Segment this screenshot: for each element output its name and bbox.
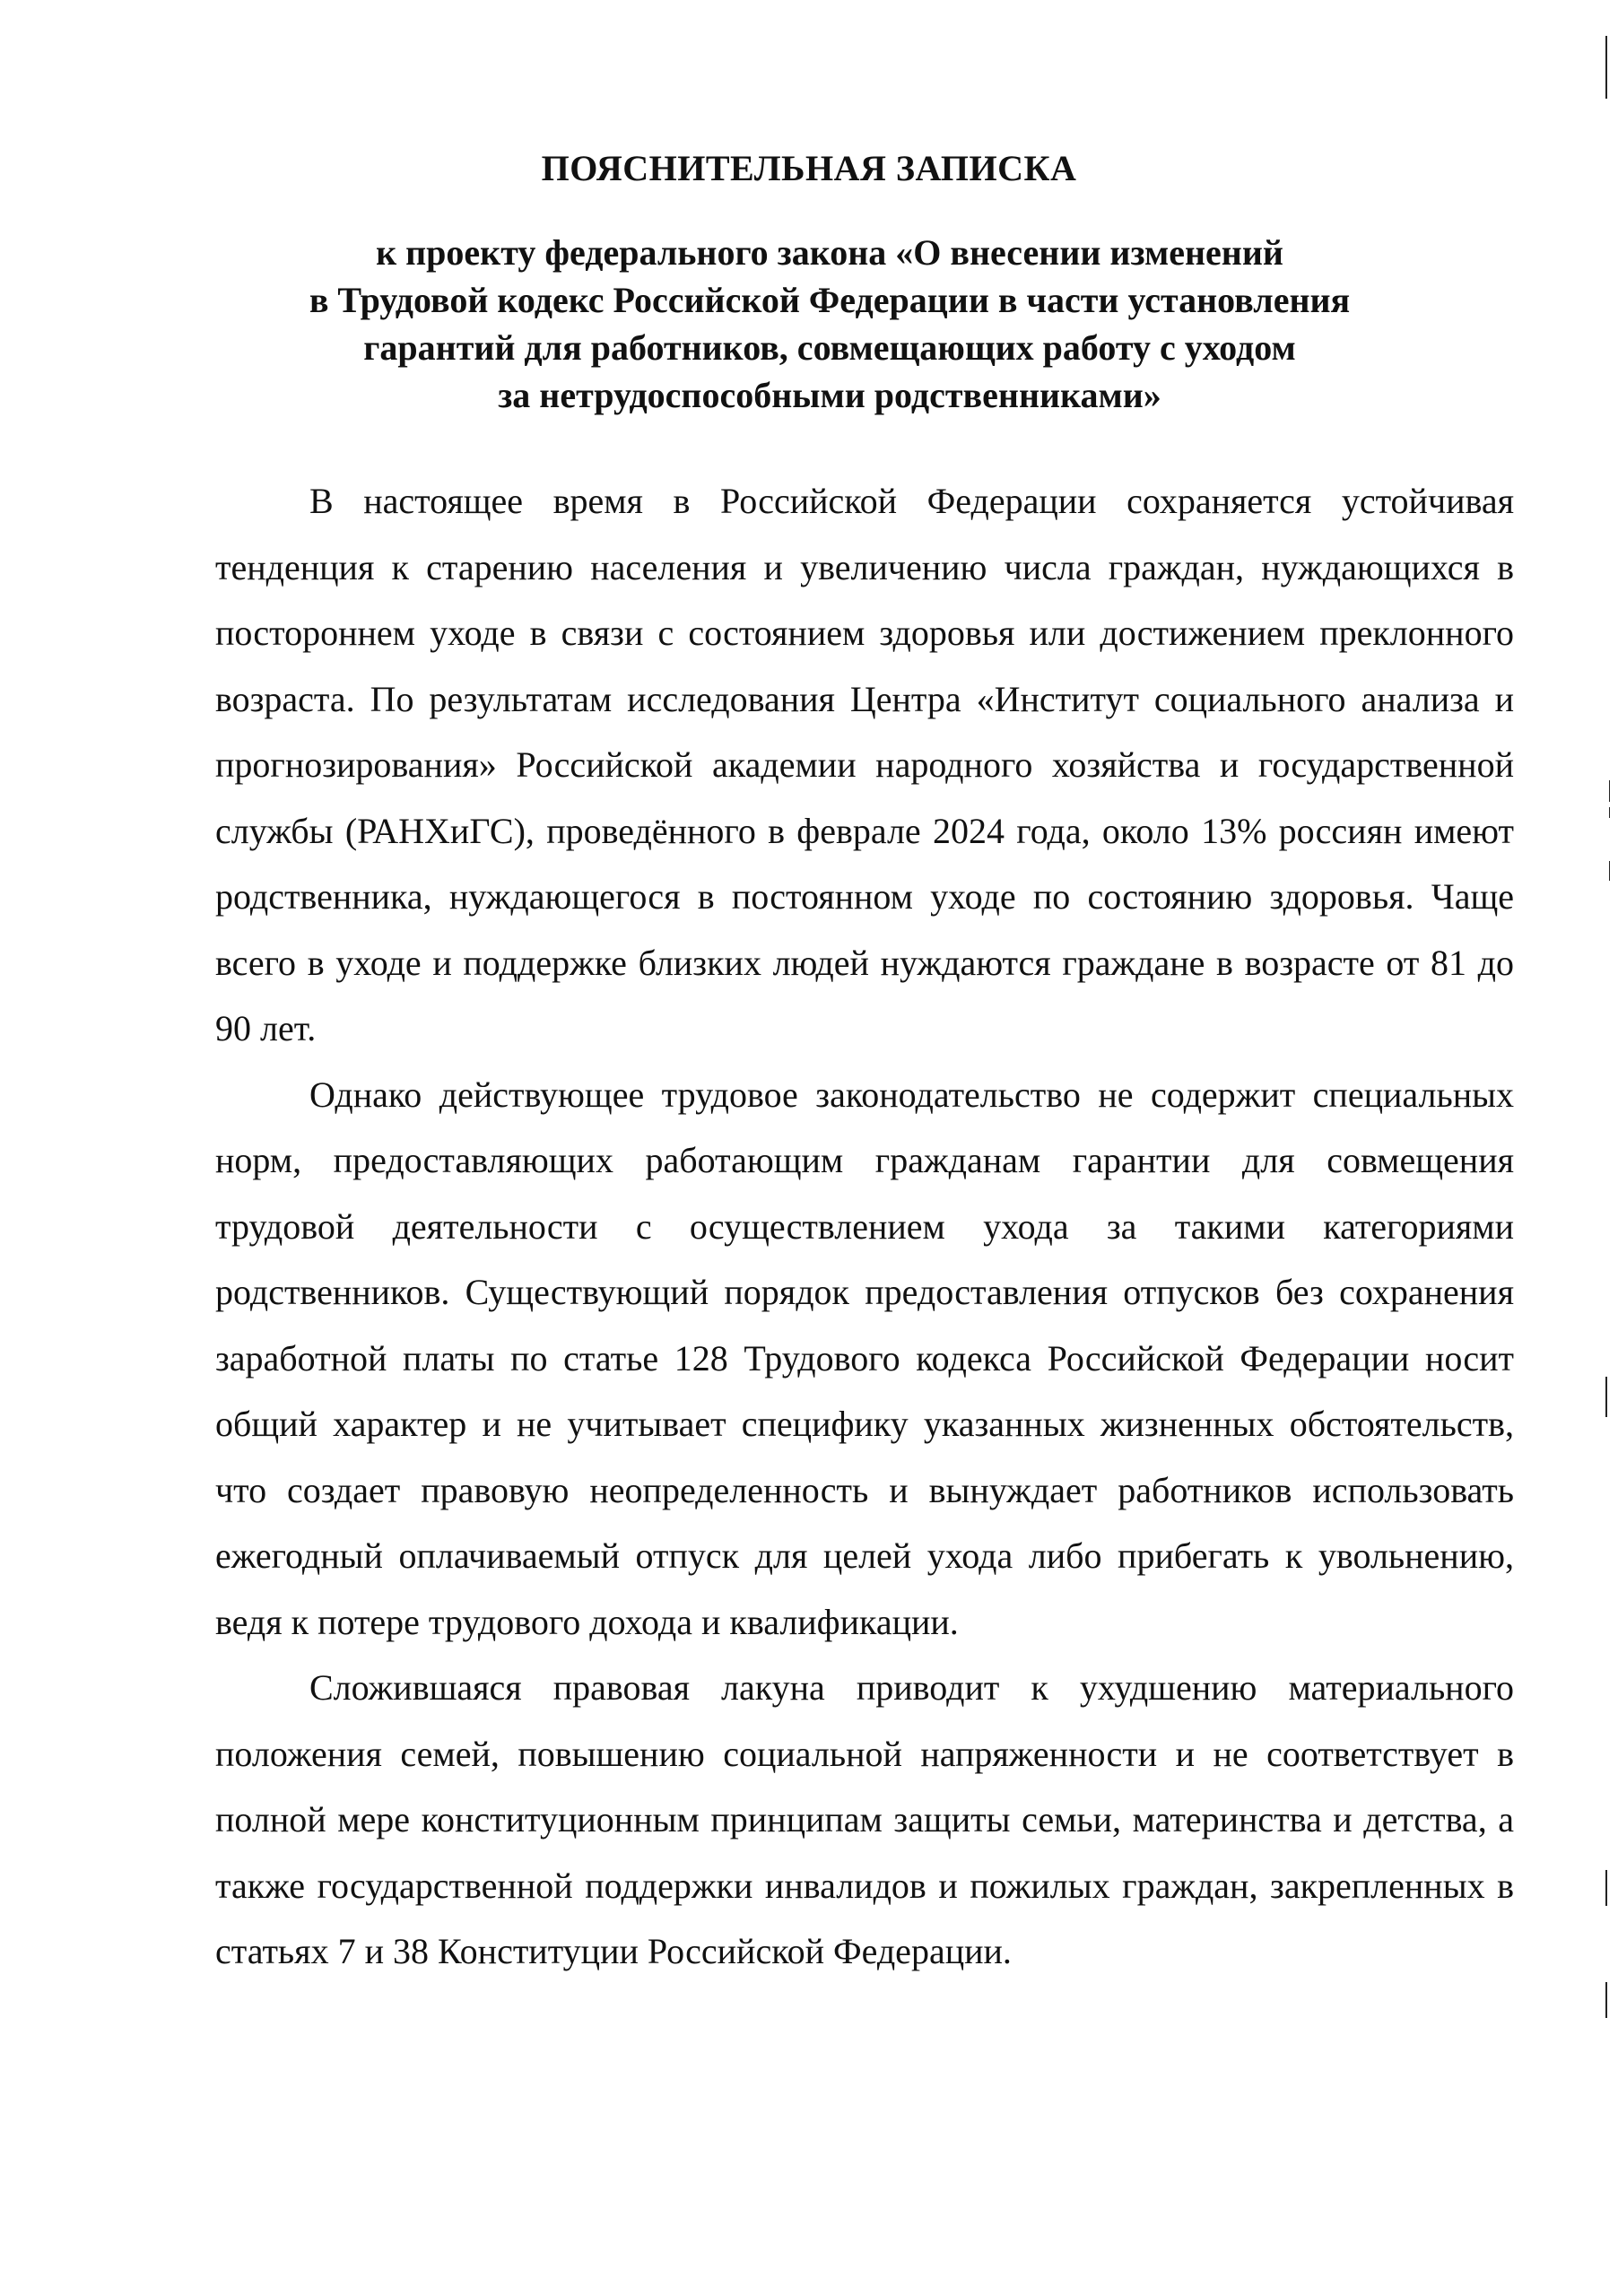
document-subtitle (287, 229, 1372, 419)
subtitle-line: гарантий для работников, совмещающих работу с уходом (363, 327, 1296, 368)
scan-edge-mark (1609, 861, 1610, 881)
document-body (215, 468, 1514, 1985)
scan-edge-mark (1609, 807, 1610, 818)
paragraph: Сложившаяся правовая лакуна приводит к ухудшению материального положения семей, повышению социальной напряженности и не соответствует в полной мере конституционным принципам защиты семьи, материнства и детства, а также государственной поддержки инвалидов и пожилых граждан, закрепленных в статьях 7 и 38 Конституции Российской Федерации. (215, 1667, 1514, 1971)
scan-edge-mark (1609, 780, 1610, 802)
subtitle-line: за нетрудоспособными родственниками» (498, 375, 1161, 415)
document-title: ПОЯСНИТЕЛЬНАЯ ЗАПИСКА (541, 148, 1077, 188)
paragraph: Однако действующее трудовое законодательство не содержит специальных норм, предоставляющих работающим гражданам гарантии для совмещения трудовой деятельности с осуществлением ухода за такими категориями родственников. Существующий порядок предоставления отпусков без сохранения заработной платы по статье 128 Трудового кодекса Российской Федерации носит общий характер и не учитывает специфику указанных жизненных обстоятельств, что создает правовую неопределенность и вынуждает работников использовать ежегодный оплачиваемый отпуск для целей ухода либо прибегать к увольнению, ведя к потере трудового дохода и квалификации. (215, 1074, 1514, 1642)
scan-edge-mark (1605, 1870, 1607, 1906)
scan-edge-mark (1605, 1377, 1607, 1417)
subtitle-line: в Трудовой кодекс Российской Федерации в части установления (309, 280, 1351, 320)
paragraph: В настоящее время в Российской Федерации сохраняется устойчивая тенденция к старению населения и увеличению числа граждан, нуждающихся в постороннем уходе в связи с состоянием здоровья или достижением преклонного возраста. По результатам исследования Центра «Институт социального анализа и прогнозирования» Российской академии народного хозяйства и государственной службы (РАНХиГС), проведённого в феврале 2024 года, около 13% россиян имеют родственника, нуждающегося в постоянном уходе по состоянию здоровья. Чаще всего в уходе и поддержке близких людей нуждаются граждане в возрасте от 81 до 90 лет. (215, 481, 1514, 1048)
subtitle-line: к проекту федерального закона «О внесении изменений (376, 232, 1283, 273)
scan-edge-mark (1605, 1982, 1607, 2018)
scan-edge-mark (1605, 36, 1607, 99)
